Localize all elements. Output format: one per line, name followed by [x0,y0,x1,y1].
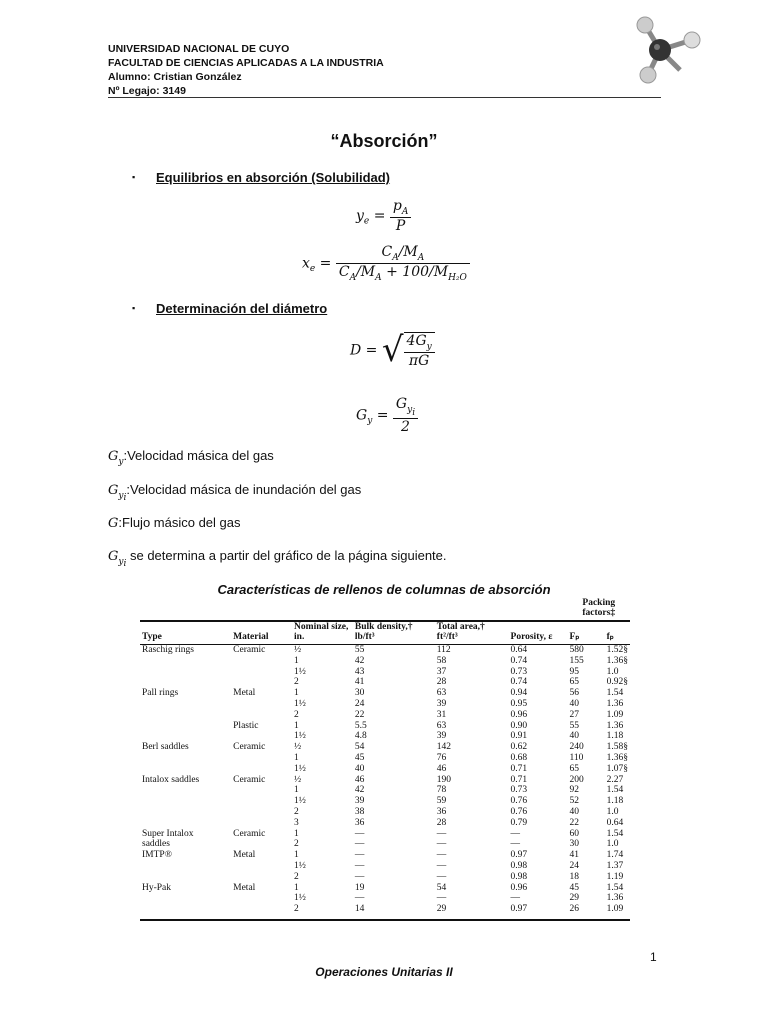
cell-density: 42 [354,785,365,796]
table-row [140,677,630,688]
cell-fp: 1.74 [606,850,624,861]
cell-type [140,818,231,829]
page-number: 1 [650,950,657,964]
header-student: Alumno: Cristian González [108,71,242,83]
cell-area: 29 [436,904,447,915]
cell-type [140,731,231,742]
cell-area: 46 [436,763,447,774]
cell-Fp: 95 [569,666,580,677]
cell-material [231,893,292,904]
cell-material: Ceramic [233,645,266,655]
cell-density: 14 [354,904,365,915]
cell-porosity: 0.91 [510,731,528,742]
section-heading-text: Determinación del diámetro [156,301,328,316]
cell-Fp: 18 [569,871,580,882]
cell-fp: 1.52§ [606,645,628,655]
equation-xe: $x_e$ = $\frac{C_A/M_A}{C_A/M_A + 100/M_{H_2O}}$ [302,244,470,283]
cell-fp: 1.58§ [606,742,628,753]
cell-porosity: 0.97 [510,850,528,861]
cell-type: saddles [142,839,170,850]
cell-Fp: 45 [569,882,580,893]
table-row [140,775,630,786]
section-heading-equilibrium [132,170,390,185]
symbol-sub: y [118,556,124,567]
cell-type: Hy-Pak [142,882,172,893]
cell-fp: 1.07§ [606,763,628,774]
cell-type: Berl saddles [142,742,189,753]
cell-material: Ceramic [233,742,266,753]
cell-area: 76 [436,752,447,763]
cell-size: 2 [294,839,299,850]
cell-density: — [354,860,365,871]
cell-material [231,872,292,883]
cell-Fp: 22 [569,817,580,828]
table-header-row [140,621,630,645]
cell-area: 58 [436,655,447,666]
table-row [140,753,630,764]
cell-porosity: 0.76 [510,806,528,817]
symbol: G [108,516,119,531]
equation-diameter: D = √ $\frac{4G_y}{\pi G}$ [350,332,435,369]
symbol-subsub: i [123,493,127,504]
section-heading-text: Equilibrios en absorción (Solubilidad) [156,170,391,185]
cell-type [140,753,231,764]
cell-density: 46 [354,774,365,785]
cell-size: 1 [294,752,299,763]
cell-fp: 1.37 [606,860,624,871]
cell-material [231,677,292,688]
packing-table-wrapper [140,598,630,921]
table-row [140,710,630,721]
table-row [140,904,630,915]
cell-type [140,656,231,667]
cell-type [140,904,231,915]
cell-fp: 1.36 [606,698,624,709]
cell-type: IMTP® [142,850,172,861]
cell-type [140,872,231,883]
cell-Fp: 110 [569,752,584,763]
cell-Fp: 580 [569,645,584,655]
cell-porosity: 0.74 [510,655,528,666]
equation-gy: $G_y$ = $\frac{G_{y_i}}{2}$ [356,396,418,435]
table-row [140,807,630,818]
packing-table [140,598,630,921]
cell-size: 1 [294,720,299,731]
cell-density: — [354,850,365,861]
cell-type [140,667,231,678]
cell-material: Metal [233,882,256,893]
cell-fp: 1.09 [606,709,624,720]
cell-size: 2 [294,904,299,915]
cell-porosity: 0.98 [510,871,528,882]
cell-density: 24 [354,698,365,709]
cell-porosity: — [510,839,521,850]
definition-text: :Flujo másico del gas [118,515,241,530]
cell-material [231,656,292,667]
table-row [140,818,630,829]
cell-porosity: 0.64 [510,645,528,655]
cell-material [231,731,292,742]
cell-material [231,839,292,850]
cell-Fp: 30 [569,839,580,850]
cell-area: — [436,850,447,861]
cell-area: 78 [436,785,447,796]
cell-fp: 1.0 [606,806,619,817]
cell-density: 42 [354,655,365,666]
cell-Fp: 29 [569,893,580,904]
cell-size: 1½ [294,763,306,774]
cell-density: 40 [354,763,365,774]
cell-type: Raschig rings [142,645,194,655]
table-row [140,656,630,667]
table-bottom-rule [140,915,630,920]
symbol: G [108,449,119,464]
cell-porosity: 0.98 [510,860,528,871]
table-row [140,872,630,883]
cell-material: Ceramic [233,828,266,839]
cell-size: 1½ [294,893,306,904]
cell-density: 39 [354,796,365,807]
cell-fp: 1.36 [606,720,624,731]
definition-gy [108,448,274,467]
table-row [140,764,630,775]
cell-porosity: 0.68 [510,752,528,763]
cell-type [140,764,231,775]
cell-material [231,785,292,796]
cell-size: 1 [294,688,299,699]
col-header-porosity: Porosity, ε [509,621,568,645]
cell-porosity: — [510,828,521,839]
cell-area: 63 [436,720,447,731]
definition-text: :Velocidad másica de inundación del gas [126,482,362,497]
cell-type [140,721,231,732]
header-legajo: Nº Legajo: 3149 [108,85,186,97]
cell-density: 45 [354,752,365,763]
cell-porosity: 0.62 [510,742,528,753]
definition-gyi-note [108,548,447,569]
cell-type [140,861,231,872]
cell-size: 1 [294,785,299,796]
cell-type [140,893,231,904]
section-heading-diameter [132,301,327,316]
cell-fp: 2.27 [606,774,624,785]
header-university: UNIVERSIDAD NACIONAL DE CUYO [108,43,290,55]
cell-fp: 1.54 [606,688,624,699]
cell-size: 2 [294,806,299,817]
col-header-material: Material [231,621,292,645]
cell-density: 41 [354,677,365,688]
cell-material [231,764,292,775]
cell-area: 39 [436,698,447,709]
cell-porosity: 0.79 [510,817,528,828]
table-row [140,850,630,861]
table-row [140,839,630,850]
table-row [140,645,630,656]
cell-material [231,699,292,710]
cell-fp: 1.54 [606,785,624,796]
cell-porosity: 0.71 [510,763,528,774]
cell-material [231,904,292,915]
cell-density: — [354,828,365,839]
bullet-marker: ▪ [132,303,136,313]
cell-type: Intalox saddles [142,774,200,785]
cell-type [140,677,231,688]
cell-type [140,699,231,710]
cell-density: — [354,839,365,850]
cell-size: 1 [294,850,299,861]
cell-fp: 1.54 [606,882,624,893]
bullet-marker: ▪ [132,172,136,182]
cell-Fp: 65 [569,677,580,688]
cell-Fp: 155 [569,655,584,666]
cell-Fp: 26 [569,904,580,915]
cell-fp: 1.18 [606,796,624,807]
cell-area: 39 [436,731,447,742]
cell-porosity: 0.94 [510,688,528,699]
cell-size: 1 [294,828,299,839]
cell-size: 1 [294,655,299,666]
cell-area: — [436,828,447,839]
cell-porosity: 0.96 [510,882,528,893]
col-header-density: Bulk density,† lb/ft³ [353,621,435,645]
table-caption: Características de rellenos de columnas de absorción [217,582,551,597]
cell-type [140,796,231,807]
cell-area: 36 [436,806,447,817]
col-header-Fp: Fₚ [568,621,605,645]
symbol-sub: y [118,490,124,501]
cell-size: 1½ [294,698,306,709]
cell-area: — [436,871,447,882]
cell-Fp: 65 [569,763,580,774]
cell-porosity: 0.95 [510,698,528,709]
cell-porosity: 0.76 [510,796,528,807]
cell-porosity: 0.73 [510,666,528,677]
cell-area: 28 [436,817,447,828]
table-row [140,796,630,807]
definition-text: se determina a partir del gráfico de la página siguiente. [126,548,447,563]
cell-porosity: 0.90 [510,720,528,731]
symbol: G [108,483,119,498]
symbol: G [108,549,119,564]
cell-area: — [436,860,447,871]
table-row [140,861,630,872]
cell-size: 3 [294,817,299,828]
cell-density: 5.5 [354,720,367,731]
cell-material [231,796,292,807]
cell-area: 59 [436,796,447,807]
cell-area: 190 [436,774,452,785]
table-row [140,699,630,710]
cell-material [231,710,292,721]
equation-ye: $y_e$ = $\frac{p_A}{P}$ [356,198,411,234]
cell-density: 54 [354,742,365,753]
cell-density: 38 [354,806,365,817]
cell-material [231,861,292,872]
cell-porosity: 0.73 [510,785,528,796]
cell-Fp: 55 [569,720,580,731]
table-row [140,742,630,753]
cell-fp: 1.19 [606,871,624,882]
cell-size: 1½ [294,796,306,807]
col-header-fp: fₚ [605,621,630,645]
cell-size: 2 [294,709,299,720]
cell-Fp: 41 [569,850,580,861]
cell-porosity: 0.71 [510,774,528,785]
cell-area: 31 [436,709,447,720]
table-row [140,731,630,742]
cell-porosity: — [510,893,521,904]
cell-density: — [354,871,365,882]
footer-course: Operaciones Unitarias II [315,965,453,979]
col-header-type: Type [140,621,231,645]
cell-Fp: 92 [569,785,580,796]
cell-Fp: 40 [569,698,580,709]
table-row [140,883,630,894]
cell-type: Super Intalox [142,828,194,839]
table-row [140,721,630,732]
cell-area: 142 [436,742,452,753]
cell-size: ½ [294,742,302,753]
cell-fp: 1.54 [606,828,624,839]
cell-density: 43 [354,666,365,677]
symbol-sub: y [118,456,124,467]
cell-density: 55 [354,645,365,655]
cell-material [231,667,292,678]
table-row [140,829,630,840]
cell-type: Pall rings [142,688,179,699]
cell-fp: 1.0 [606,666,619,677]
cell-Fp: 200 [569,774,584,785]
cell-density: 4.8 [354,731,367,742]
cell-Fp: 24 [569,860,580,871]
cell-type [140,807,231,818]
cell-size: 1½ [294,666,306,677]
col-header-area: Total area,† ft²/ft³ [435,621,509,645]
col-header-size: Nominal size, in. [292,621,353,645]
cell-size: 2 [294,677,299,688]
table-row [140,893,630,904]
symbol-subsub: i [123,559,127,570]
cell-area: 63 [436,688,447,699]
cell-density: 22 [354,709,365,720]
document-header [108,42,384,98]
cell-size: 2 [294,871,299,882]
cell-density: 19 [354,882,365,893]
definition-gyi [108,482,361,503]
cell-fp: 1.36 [606,893,624,904]
cell-material [231,807,292,818]
cell-porosity: 0.74 [510,677,528,688]
cell-Fp: 40 [569,731,580,742]
cell-size: ½ [294,645,302,655]
cell-material: Metal [233,850,256,861]
cell-fp: 1.36§ [606,655,628,666]
header-divider [108,97,661,98]
table-body [140,645,630,915]
cell-area: 37 [436,666,447,677]
molecule-logo-icon [630,10,710,90]
cell-size: 1½ [294,860,306,871]
cell-Fp: 60 [569,828,580,839]
cell-material [231,818,292,829]
cell-area: 112 [436,645,451,655]
cell-fp: 1.09 [606,904,624,915]
cell-area: 28 [436,677,447,688]
cell-size: 1½ [294,731,306,742]
cell-Fp: 27 [569,709,580,720]
table-row [140,667,630,678]
cell-porosity: 0.97 [510,904,528,915]
cell-fp: 1.36§ [606,752,628,763]
cell-Fp: 240 [569,742,584,753]
cell-fp: 0.92§ [606,677,628,688]
cell-type [140,710,231,721]
cell-material: Metal [233,688,256,699]
cell-porosity: 0.96 [510,709,528,720]
cell-area: — [436,893,447,904]
cell-size: ½ [294,774,302,785]
cell-Fp: 56 [569,688,580,699]
page-title: “Absorción” [330,131,438,151]
cell-density: 30 [354,688,365,699]
cell-material [231,753,292,764]
cell-density: — [354,893,365,904]
cell-fp: 1.18 [606,731,624,742]
cell-area: 54 [436,882,447,893]
cell-fp: 0.64 [606,817,624,828]
definition-text: :Velocidad másica del gas [123,448,274,463]
cell-type [140,785,231,796]
cell-density: 36 [354,817,365,828]
cell-Fp: 40 [569,806,580,817]
cell-material: Ceramic [233,774,266,785]
table-row [140,688,630,699]
packing-factors-header: Packing factors‡ [568,598,630,621]
definition-g [108,515,241,531]
cell-area: — [436,839,447,850]
table-row [140,785,630,796]
cell-material: Plastic [233,720,259,731]
cell-size: 1 [294,882,299,893]
header-faculty: FACULTAD DE CIENCIAS APLICADAS A LA INDUSTRIA [108,57,384,69]
cell-fp: 1.0 [606,839,619,850]
cell-Fp: 52 [569,796,580,807]
